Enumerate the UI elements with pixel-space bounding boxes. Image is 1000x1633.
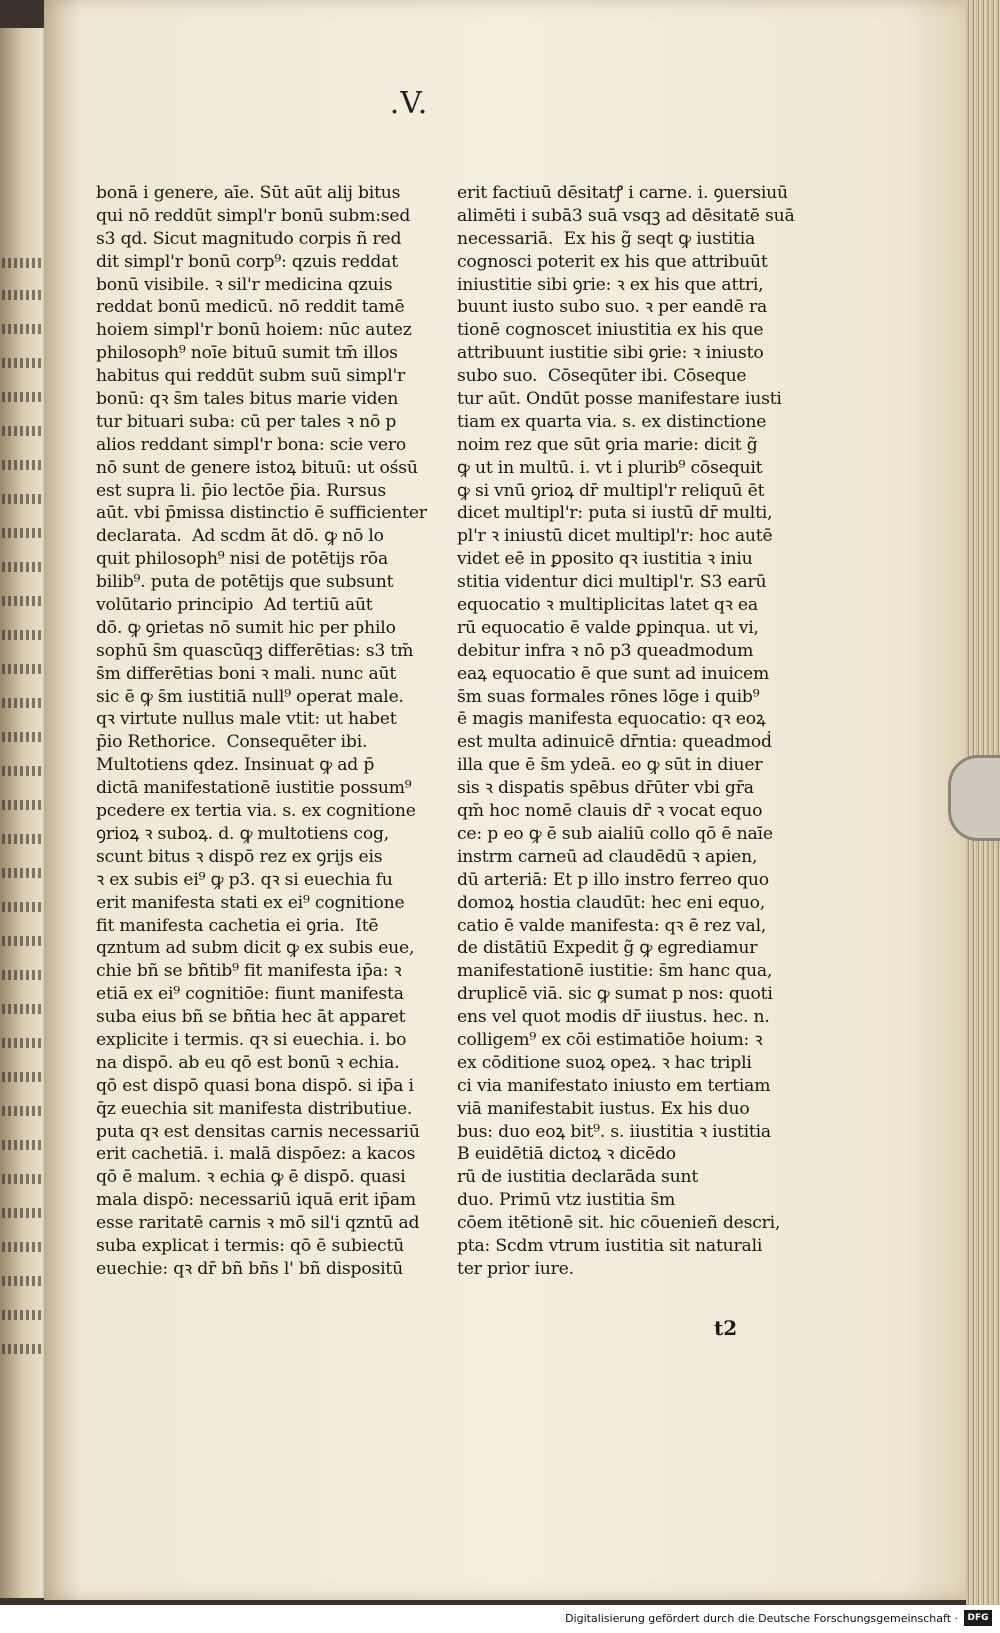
text-line: rū equocatio ē valde ꝑpinqua. ut vi, (457, 617, 759, 638)
text-line: qzntum ad subm dicit ꝙ ex subis eue, (96, 938, 415, 959)
text-line: alios reddant simpl'r bona: scie vero (96, 434, 407, 455)
text-line: qꝛ virtute nullus male vtit: ut habet (96, 709, 397, 730)
text-line: pta: Scdm vtrum iustitia sit naturali (457, 1235, 763, 1256)
text-line: p̄io Rethorice. Consequēter ibi. (96, 732, 368, 753)
text-line: druplicē viā. sic ꝙ sumat p nos: quoti (457, 984, 773, 1005)
running-head: .V. (389, 86, 429, 121)
text-line: scunt bitus ꝛ dispō rez ex ꝯrijs eis (96, 846, 383, 867)
text-line: dicet multipl'r: puta si iustū dr̄ multi, (457, 503, 773, 524)
text-line: dit simpl'r bonū corp⁹: qzuis reddat (96, 251, 398, 272)
text-line: hoiem simpl'r bonū hoiem: nūc autez (96, 320, 412, 341)
text-line: suba explicat i termis: qō ē subiectū (96, 1235, 405, 1256)
text-line: mala dispō: necessariū iquā erit ip̄am (96, 1190, 417, 1211)
text-line: erit factiuū dēsitatꝭ i carne. i. ꝯuersiuū (457, 183, 788, 203)
text-column-right (457, 182, 795, 1281)
text-line: colligem⁹ ex cōi estimatiōe hoium: ꝛ (457, 1029, 763, 1050)
text-line: iniustitie sibi ꝯrie: ꝛ ex his que attri, (457, 274, 764, 295)
text-line: dictā manifestationē iustitie possum⁹ (96, 778, 412, 799)
text-line: erit manifesta stati ex ei⁹ cognitione (96, 892, 405, 913)
text-line: bonū: qꝛ s̄m tales bitus marie viden (96, 389, 399, 410)
text-line: est multa adinuicē dr̄ntia: queadmoḋ (457, 732, 772, 753)
text-column-left (96, 182, 426, 1281)
text-line: tur aūt. Ondūt posse manifestare iusti (457, 389, 782, 410)
text-line: bus: duo eoꝝ bit⁹. s. iiustitia ꝛ iustitia (457, 1121, 771, 1142)
text-line: dō. ꝙ ꝯrietas nō sumit hic per philo (96, 617, 396, 638)
text-line: tionē cognoscet iniustitia ex his que (457, 320, 764, 341)
text-line: puta qꝛ est densitas carnis necessariū (96, 1121, 420, 1142)
text-line: ter prior iure. (457, 1258, 574, 1279)
text-line: subo suo. Cōseqūter ibi. Cōseque (457, 366, 747, 387)
text-line: chie bñ se bñtib⁹ fit manifesta ip̄a: ꝛ (96, 961, 402, 982)
text-line: suba eius bñ se bñtia hec āt apparet (96, 1007, 406, 1028)
text-line: tur bituari suba: cū per tales ꝛ nō p (96, 411, 397, 432)
text-line: qui nō reddūt simpl'r bonū subm:sed (96, 205, 411, 226)
text-line: declarata. Ad scdm āt dō. ꝙ nō lo (96, 526, 384, 547)
text-line: cognosci poterit ex his que attribuūt (457, 251, 768, 272)
text-line: ꝙ si vnū ꝯrioꝝ dr̄ multipl'r reliquū ēt (457, 480, 765, 501)
text-line: dū arteriā: Et p illo instro ferreo quo (457, 869, 769, 890)
text-line: tiam ex quarta via. s. ex distinctione (457, 411, 767, 432)
text-line: buunt iusto subo suo. ꝛ per eandē ra (457, 297, 768, 318)
text-line: bonā i genere, aīe. Sūt aūt alij bitus (96, 183, 401, 203)
text-line: bilib⁹. puta de potētijs que subsunt (96, 572, 394, 593)
text-line: explicite i termis. qꝛ si euechia. i. bo (96, 1029, 407, 1050)
text-line: erit cachetiā. i. malā dispōez: a kacos (96, 1144, 416, 1165)
text-line: duo. Primū vtz iustitia s̄m (457, 1190, 676, 1211)
text-line: qm̄ hoc nomē clauis dr̄ ꝛ vocat equo (457, 801, 763, 822)
text-line: catio ē valde manifesta: qꝛ ē rez val, (457, 915, 767, 936)
text-line: q̄z euechia sit manifesta distributiue. (96, 1098, 413, 1119)
text-line: ꝛ ex subis ei⁹ ꝙ p3. qꝛ si euechia fu (96, 869, 393, 890)
text-line: cōem itētionē sit. hic cōuenieñ descri, (457, 1213, 781, 1234)
text-line: eaꝝ equocatio ē que sunt ad inuicem (457, 663, 770, 684)
digitization-footer (0, 1605, 1000, 1633)
text-line: ex cōditione suoꝝ opeꝝ. ꝛ hac tripli (457, 1052, 752, 1073)
text-line: sis ꝛ dispatis spēbus dr̄ūter vbi gr̄a (457, 778, 754, 799)
text-line: volūtario principio Ad tertiū aūt (96, 595, 373, 616)
footer-credit: Digitalisierung gefördert durch die Deutsche Forschungsgemeinschaft · (565, 1612, 958, 1625)
text-line: s̄m suas formales rōnes lōge i quib⁹ (457, 686, 760, 707)
text-line: reddat bonū medicū. nō reddit tamē (96, 297, 405, 318)
text-line: esse raritatē carnis ꝛ mō sil'i qzntū ad (96, 1213, 420, 1234)
text-line: manifestationē iustitie: s̄m hanc qua, (457, 961, 773, 982)
text-line: necessariā. Ex his g̃ seqt ꝙ iustitia (457, 228, 756, 249)
text-line: de distātiū Expedit g̃ ꝙ egrediamur (457, 938, 758, 959)
dfg-logo: DFG (964, 1610, 992, 1626)
text-line: videt eē in ꝑposito qꝛ iustitia ꝛ iniu (457, 549, 753, 570)
text-line: philosoph⁹ noīe bituū sumit tm̄ illos (96, 343, 398, 364)
text-line: B euidētiā dictoꝝ ꝛ dicēdo (457, 1144, 676, 1165)
text-line: attribuunt iustitie sibi ꝯrie: ꝛ iniusto (457, 343, 764, 364)
text-line: etiā ex ei⁹ cognitiōe: fiunt manifesta (96, 984, 404, 1005)
text-line: ens vel quot modis dr̄ iiustus. hec. n. (457, 1007, 770, 1028)
text-line: viā manifestabit iustus. Ex his duo (457, 1098, 750, 1119)
text-line: alimēti i subā3 suā vsqꝫ ad dēsitatē suā (457, 205, 795, 226)
text-line: instrm carneū ad claudēdū ꝛ apien, (457, 846, 758, 867)
text-line: noim rez que sūt ꝯria marie: dicit g̃ (457, 434, 758, 455)
text-line: sic ē ꝙ s̄m iustitiā null⁹ operat male. (96, 686, 404, 707)
text-line: s3 qd. Sicut magnitudo corpis ñ red (96, 228, 402, 249)
text-line: equocatio ꝛ multiplicitas latet qꝛ ea (457, 595, 758, 616)
text-line: stitia videntur dici multipl'r. S3 earū (457, 572, 767, 593)
text-line: nō sunt de genere istoꝝ bituū: ut ośsū (96, 457, 418, 478)
text-line: ꝙ ut in multū. i. vt i plurib⁹ cōsequit (457, 457, 763, 478)
text-line: ē magis manifesta equocatio: qꝛ eoꝝ (457, 709, 766, 730)
text-line: rū de iustitia declarāda sunt (457, 1167, 699, 1188)
text-line: Multotiens qdez. Insinuat ꝙ ad p̄ (96, 755, 375, 776)
text-line: sophū s̄m quascūqꝫ differētias: s3 tm̄ (96, 640, 414, 661)
page-clip-tab (948, 755, 1000, 841)
text-line: qō ē malum. ꝛ echia ꝙ ē dispō. quasi (96, 1167, 406, 1188)
text-line: s̄m differētias boni ꝛ mali. nunc aūt (96, 663, 397, 684)
text-line: habitus qui reddūt subm suū simpl'r (96, 366, 406, 387)
text-line: ꝯrioꝝ ꝛ suboꝝ. d. ꝙ multotiens cog, (96, 823, 390, 844)
text-line: na dispō. ab eu qō est bonū ꝛ echia. (96, 1052, 400, 1073)
text-line: euechie: qꝛ dr̄ bñ bñs l' bñ dispositū (96, 1258, 404, 1279)
text-line: domoꝝ hostia claudūt: hec eni equo, (457, 892, 766, 913)
text-line: debitur infra ꝛ nō p3 queadmodum (457, 640, 754, 661)
text-line: bonū visibile. ꝛ sil'r medicina qzuis (96, 274, 393, 295)
text-line: fit manifesta cachetia ei ꝯria. Itē (96, 915, 379, 936)
text-line: illa que ē s̄m ydeā. eo ꝙ sūt in diuer (457, 755, 763, 776)
text-line: pcedere ex tertia via. s. ex cognitione (96, 801, 416, 822)
text-line: ce: p eo ꝙ ē sub aialiū collo qō ē naīe (457, 823, 773, 844)
text-line: ci via manifestato iniusto em tertiam (457, 1075, 771, 1096)
text-line: pl'r ꝛ iniustū dicet multipl'r: hoc autē (457, 526, 773, 547)
signature-mark: t2 (714, 1316, 738, 1340)
text-line: quit philosoph⁹ nisi de potētijs rōa (96, 549, 388, 570)
text-line: qō est dispō quasi bona dispō. si ip̄a i (96, 1075, 414, 1096)
text-line: aūt. vbi p̄missa distinctio ē sufficienter (96, 503, 427, 524)
text-line: est supra li. p̄io lectōe p̄ia. Rursus (96, 480, 387, 501)
